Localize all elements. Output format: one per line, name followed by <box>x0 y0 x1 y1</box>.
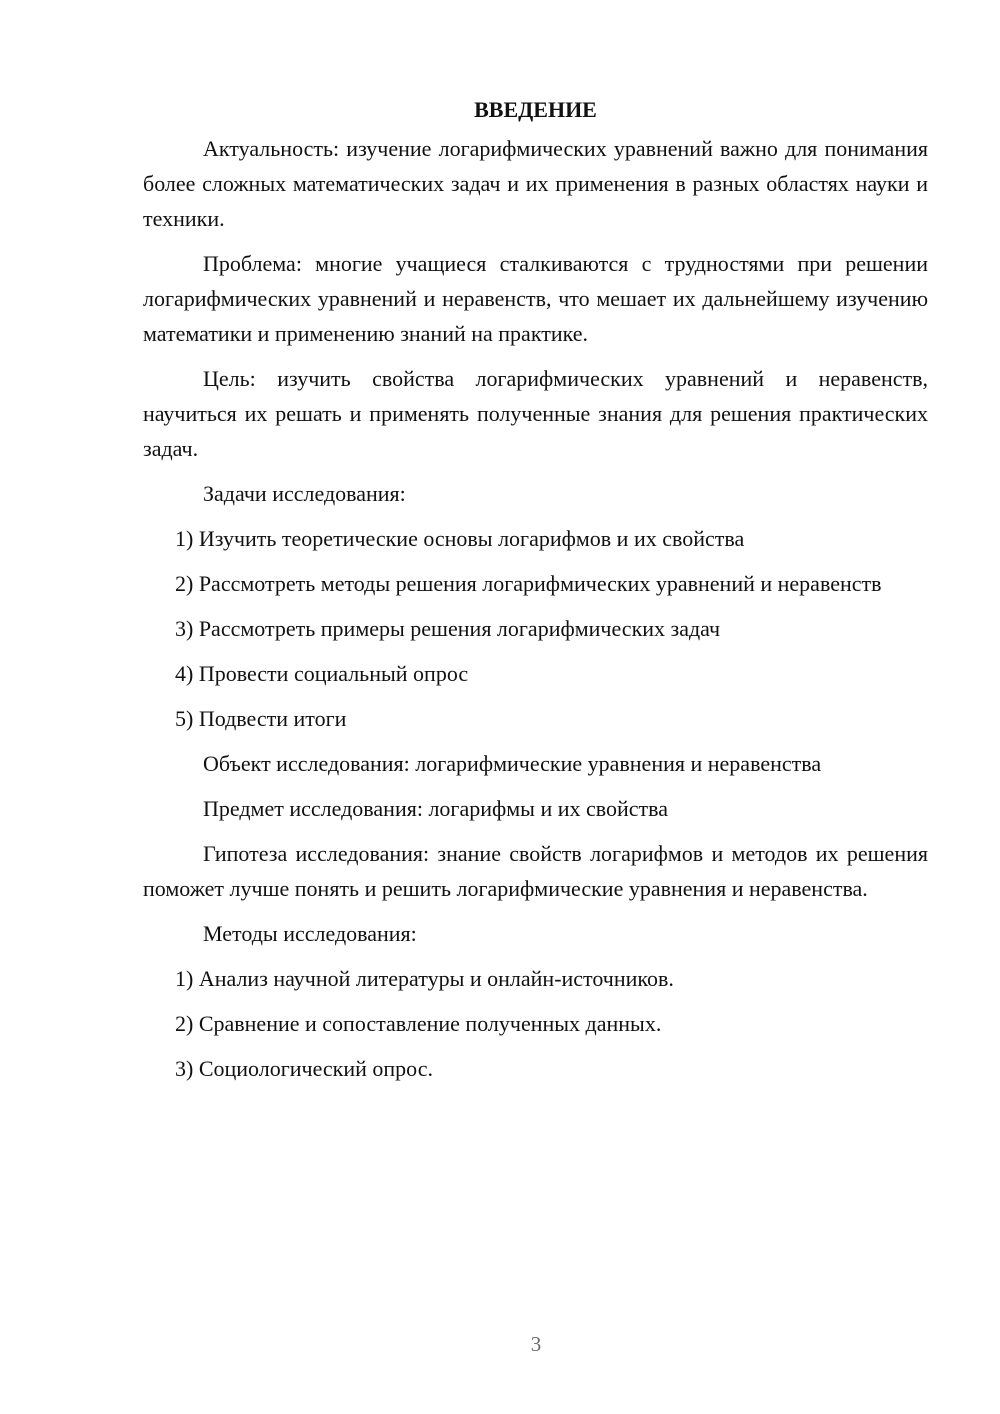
page-number: 3 <box>530 1332 542 1356</box>
task-item: 5) Подвести итоги <box>175 706 347 731</box>
page-content <box>143 93 928 1096</box>
methods-heading: Методы исследования: <box>203 921 417 946</box>
problem-paragraph: Проблема: многие учащиеся сталкиваются с трудностями при решении логарифмических уравнений и неравенств, что мешает их дальнейшему изучению математики и применению знаний на практике. <box>143 251 928 346</box>
task-item: 3) Рассмотреть примеры решения логарифмических задач <box>175 616 721 641</box>
method-item: 2) Сравнение и сопоставление полученных данных. <box>175 1011 662 1036</box>
goal-paragraph: Цель: изучить свойства логарифмических уравнений и неравенств, научиться их решать и применять полученные знания для решения практических задач. <box>143 366 928 461</box>
tasks-heading: Задачи исследования: <box>203 481 406 506</box>
task-item: 2) Рассмотреть методы решения логарифмических уравнений и неравенств <box>175 571 882 596</box>
method-item: 3) Социологический опрос. <box>175 1056 433 1081</box>
research-subject: Предмет исследования: логарифмы и их свойства <box>203 796 669 821</box>
method-item: 1) Анализ научной литературы и онлайн-источников. <box>175 966 674 991</box>
task-item: 1) Изучить теоретические основы логарифмов и их свойства <box>175 526 745 551</box>
research-object: Объект исследования: логарифмические уравнения и неравенства <box>203 751 822 776</box>
relevance-paragraph: Актуальность: изучение логарифмических уравнений важно для понимания более сложных математических задач и их применения в разных областях науки и техники. <box>143 136 928 231</box>
task-item: 4) Провести социальный опрос <box>175 661 469 686</box>
section-title: ВВЕДЕНИЕ <box>474 97 597 122</box>
hypothesis-paragraph: Гипотеза исследования: знание свойств логарифмов и методов их решения поможет лучше понять и решить логарифмические уравнения и неравенства. <box>143 841 928 901</box>
